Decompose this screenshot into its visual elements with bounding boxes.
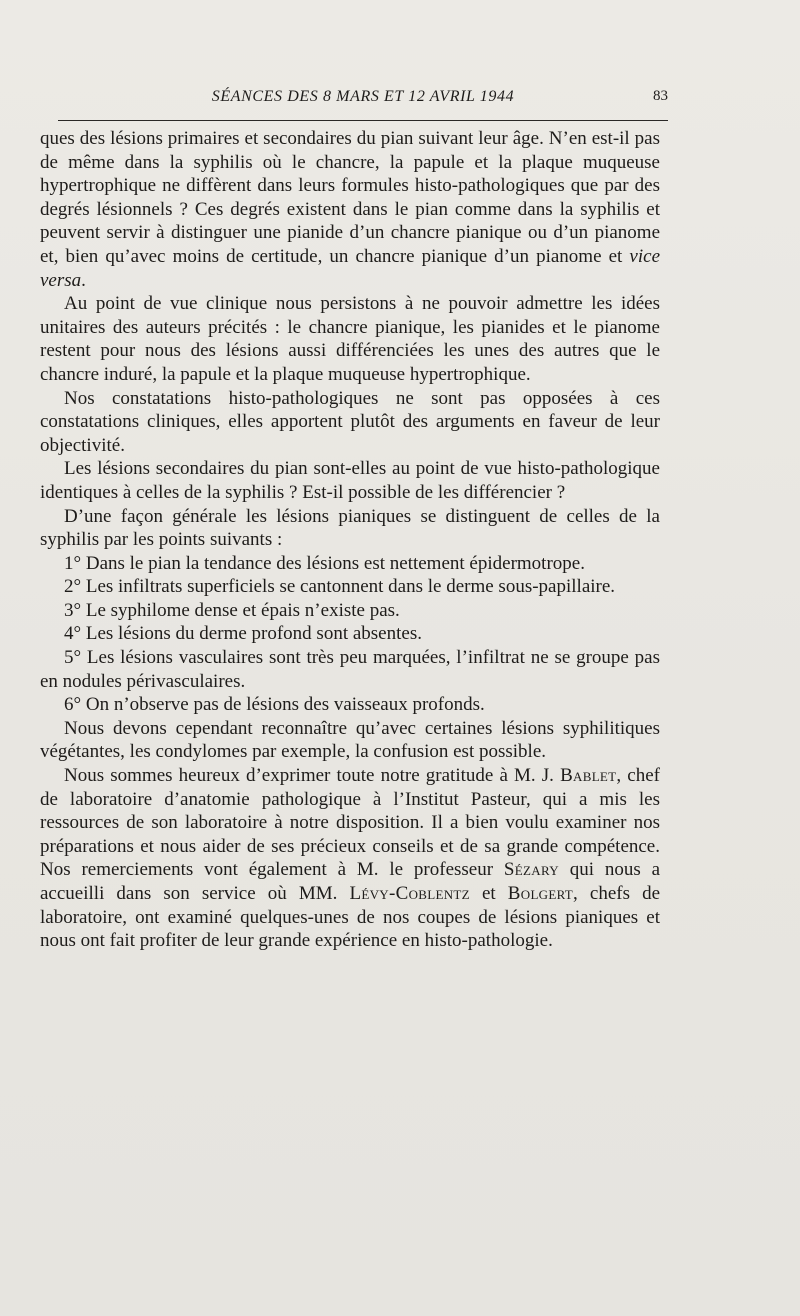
paragraph-histopathology: Nos constatations histo-pathologiques ne sont pas opposées à ces constatations cliniques, elles apportent plutôt des arguments en faveur de leur objectivité. [40, 387, 660, 456]
header-rule [58, 120, 668, 121]
page-header [58, 88, 668, 116]
paragraph-clinical: Au point de vue clinique nous persistons à ne pouvoir admettre les idées unitaires des auteurs précités : le chancre pianique, les pianides et le pianome restent pour nous des lésions aussi différenciées les unes des autres que le chancre induré, la papule et la plaque muqueuse hypertrophique. [40, 293, 660, 385]
latin-phrase: vice versa [40, 245, 660, 291]
list-item-1: 1° Dans le pian la tendance des lésions est nettement épidermotrope. [64, 552, 585, 574]
person-name: Sézary [503, 859, 559, 881]
page-number: 83 [653, 88, 668, 104]
paragraph-general: D’une façon générale les lésions pianiques se distinguent de celles de la syphilis par les points suivants : [40, 505, 660, 551]
paragraph-acknowledgements: Nous sommes heureux d’exprimer toute notre gratitude à M. J. Bablet, chef de laboratoire d’anatomie pathologique à l’Institut Pasteur, qui a mis les ressources de son laboratoire à notre disposition. Il a bien voulu examiner nos préparations et nous aider de ses précieux conseils et de sa grande compétence. Nos remerciements vont également à M. le professeur Sézary qui nous a accueilli dans son service où MM. Lévy-Coblentz et Bolgert, chefs de laboratoire, ont examiné quelques-unes de nos coupes de lésions pianiques et nous ont fait profiter de leur grande expérience en histo-pathologie. [40, 765, 661, 952]
paragraph-caveat: Nous devons cependant reconnaître qu’avec certaines lésions syphilitiques végétantes, les condylomes par exemple, la confusion est possible. [40, 717, 660, 763]
list-item-3: 3° Le syphilome dense et épais n’existe pas. [64, 599, 400, 621]
list-item-5: 5° Les lésions vasculaires sont très peu marquées, l’infiltrat ne se groupe pas en nodules périvasculaires. [40, 647, 660, 692]
list-item-4: 4° Les lésions du derme profond sont absentes. [64, 623, 422, 645]
body-text [40, 127, 660, 953]
running-title: SÉANCES DES 8 MARS ET 12 AVRIL 1944 [211, 88, 515, 105]
paragraph-question: Les lésions secondaires du pian sont-elles au point de vue histo-pathologique identiques à celles de la syphilis ? Est-il possible de les différencier ? [40, 458, 660, 503]
paragraph-continuation: ques des lésions primaires et secondaires du pian suivant leur âge. N’en est-il pas de même dans la syphilis où le chancre, la papule et la plaque muqueuse hypertrophique ne diffèrent dans leurs formules histo-pathologiques que par des degrés lésionnels ? Ces degrés existent dans le pian comme dans la syphilis et peuvent servir à distinguer une pianide d’un chancre pianique ou d’un pianome et, bien qu’avec moins de certitude, un chancre pianique d’un pianome et vice versa. [40, 128, 660, 291]
person-name: Bolgert [507, 883, 574, 904]
person-name: Lévy-Coblentz [349, 883, 470, 904]
list-item-2: 2° Les infiltrats superficiels se cantonnent dans le derme sous-papillaire. [64, 576, 616, 598]
list-item-6: 6° On n’observe pas de lésions des vaisseaux profonds. [64, 694, 485, 716]
person-name: Bablet [560, 765, 617, 787]
